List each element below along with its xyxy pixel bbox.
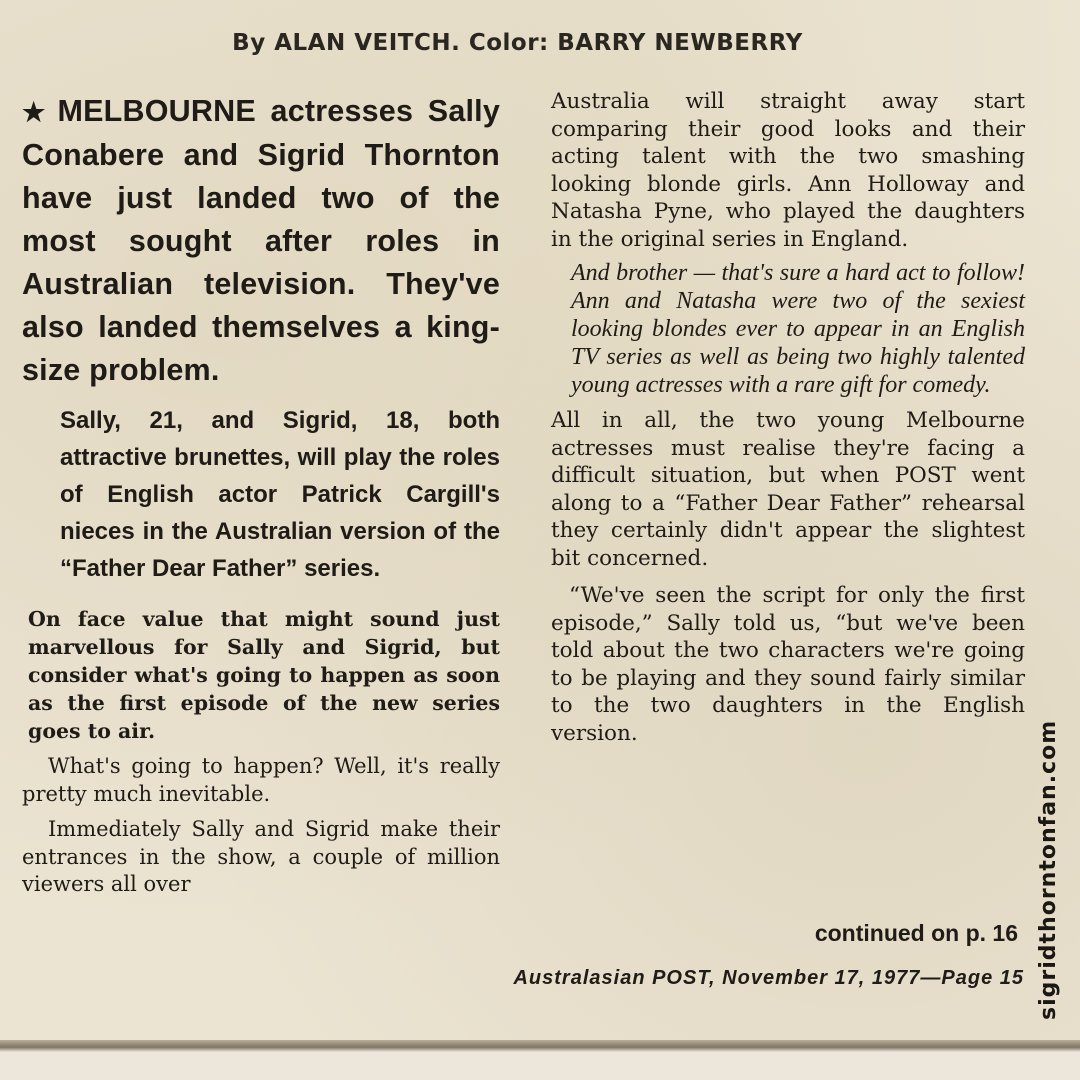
body-paragraph: Immediately Sally and Sigrid make their entrances in the show, a couple of million viewers all over xyxy=(22,817,500,896)
body-paragraph: What's going to happen? Well, it's really pretty much inevitable. xyxy=(22,754,500,806)
star-icon: ★ xyxy=(22,97,52,127)
body-paragraph: All in all, the two young Melbourne actresses must realise they're facing a difficult situation, but when POST went along to a “Father Dear Father” rehearsal they certainly didn't appear the slightest bit concerned. xyxy=(551,408,1025,571)
indented-paragraph: Sally, 21, and Sigrid, 18, both attractive brunettes, will play the roles of English actor Patrick Cargill's nieces in the Australian version of the “Father Dear Father” series. xyxy=(60,407,500,582)
continued-note: continued on p. 16 xyxy=(814,920,1018,946)
left-column xyxy=(22,90,500,899)
lead-paragraph xyxy=(22,90,500,392)
page-footer: Australasian POST, November 17, 1977—Page 15 xyxy=(513,967,1024,989)
continuation-paragraph: Australia will straight away start comparing their good looks and their acting talent with the two smashing looking blonde girls. Ann Holloway and Natasha Pyne, who played the daughters in the original series in England. xyxy=(551,89,1025,252)
torn-edge xyxy=(0,1040,1080,1052)
right-column xyxy=(551,88,1025,747)
italic-paragraph: And brother — that's sure a hard act to follow! Ann and Natasha were two of the sexiest looking blondes ever to appear in an English TV series as well as being two highly talented young actresses with a rare gift for comedy. xyxy=(571,260,1025,398)
watermark: sigridthorntonfan.com xyxy=(1036,719,1061,1020)
byline: By ALAN VEITCH. Color: BARRY NEWBERRY xyxy=(232,30,803,56)
body-paragraph: “We've seen the script for only the first episode,” Sally told us, “but we've been told about the two characters we're going to be playing and they sound fairly similar to the two daughters in the English version. xyxy=(551,583,1025,746)
slab-paragraph: On face value that might sound just marvellous for Sally and Sigrid, but consider what's going to happen as soon as the first episode of the new series goes to air. xyxy=(28,607,500,743)
lead-text: MELBOURNE actresses Sally Conabere and Sigrid Thornton have just landed two of the most sought after roles in Australian television. They've also landed themselves a king-size problem. xyxy=(22,94,500,387)
